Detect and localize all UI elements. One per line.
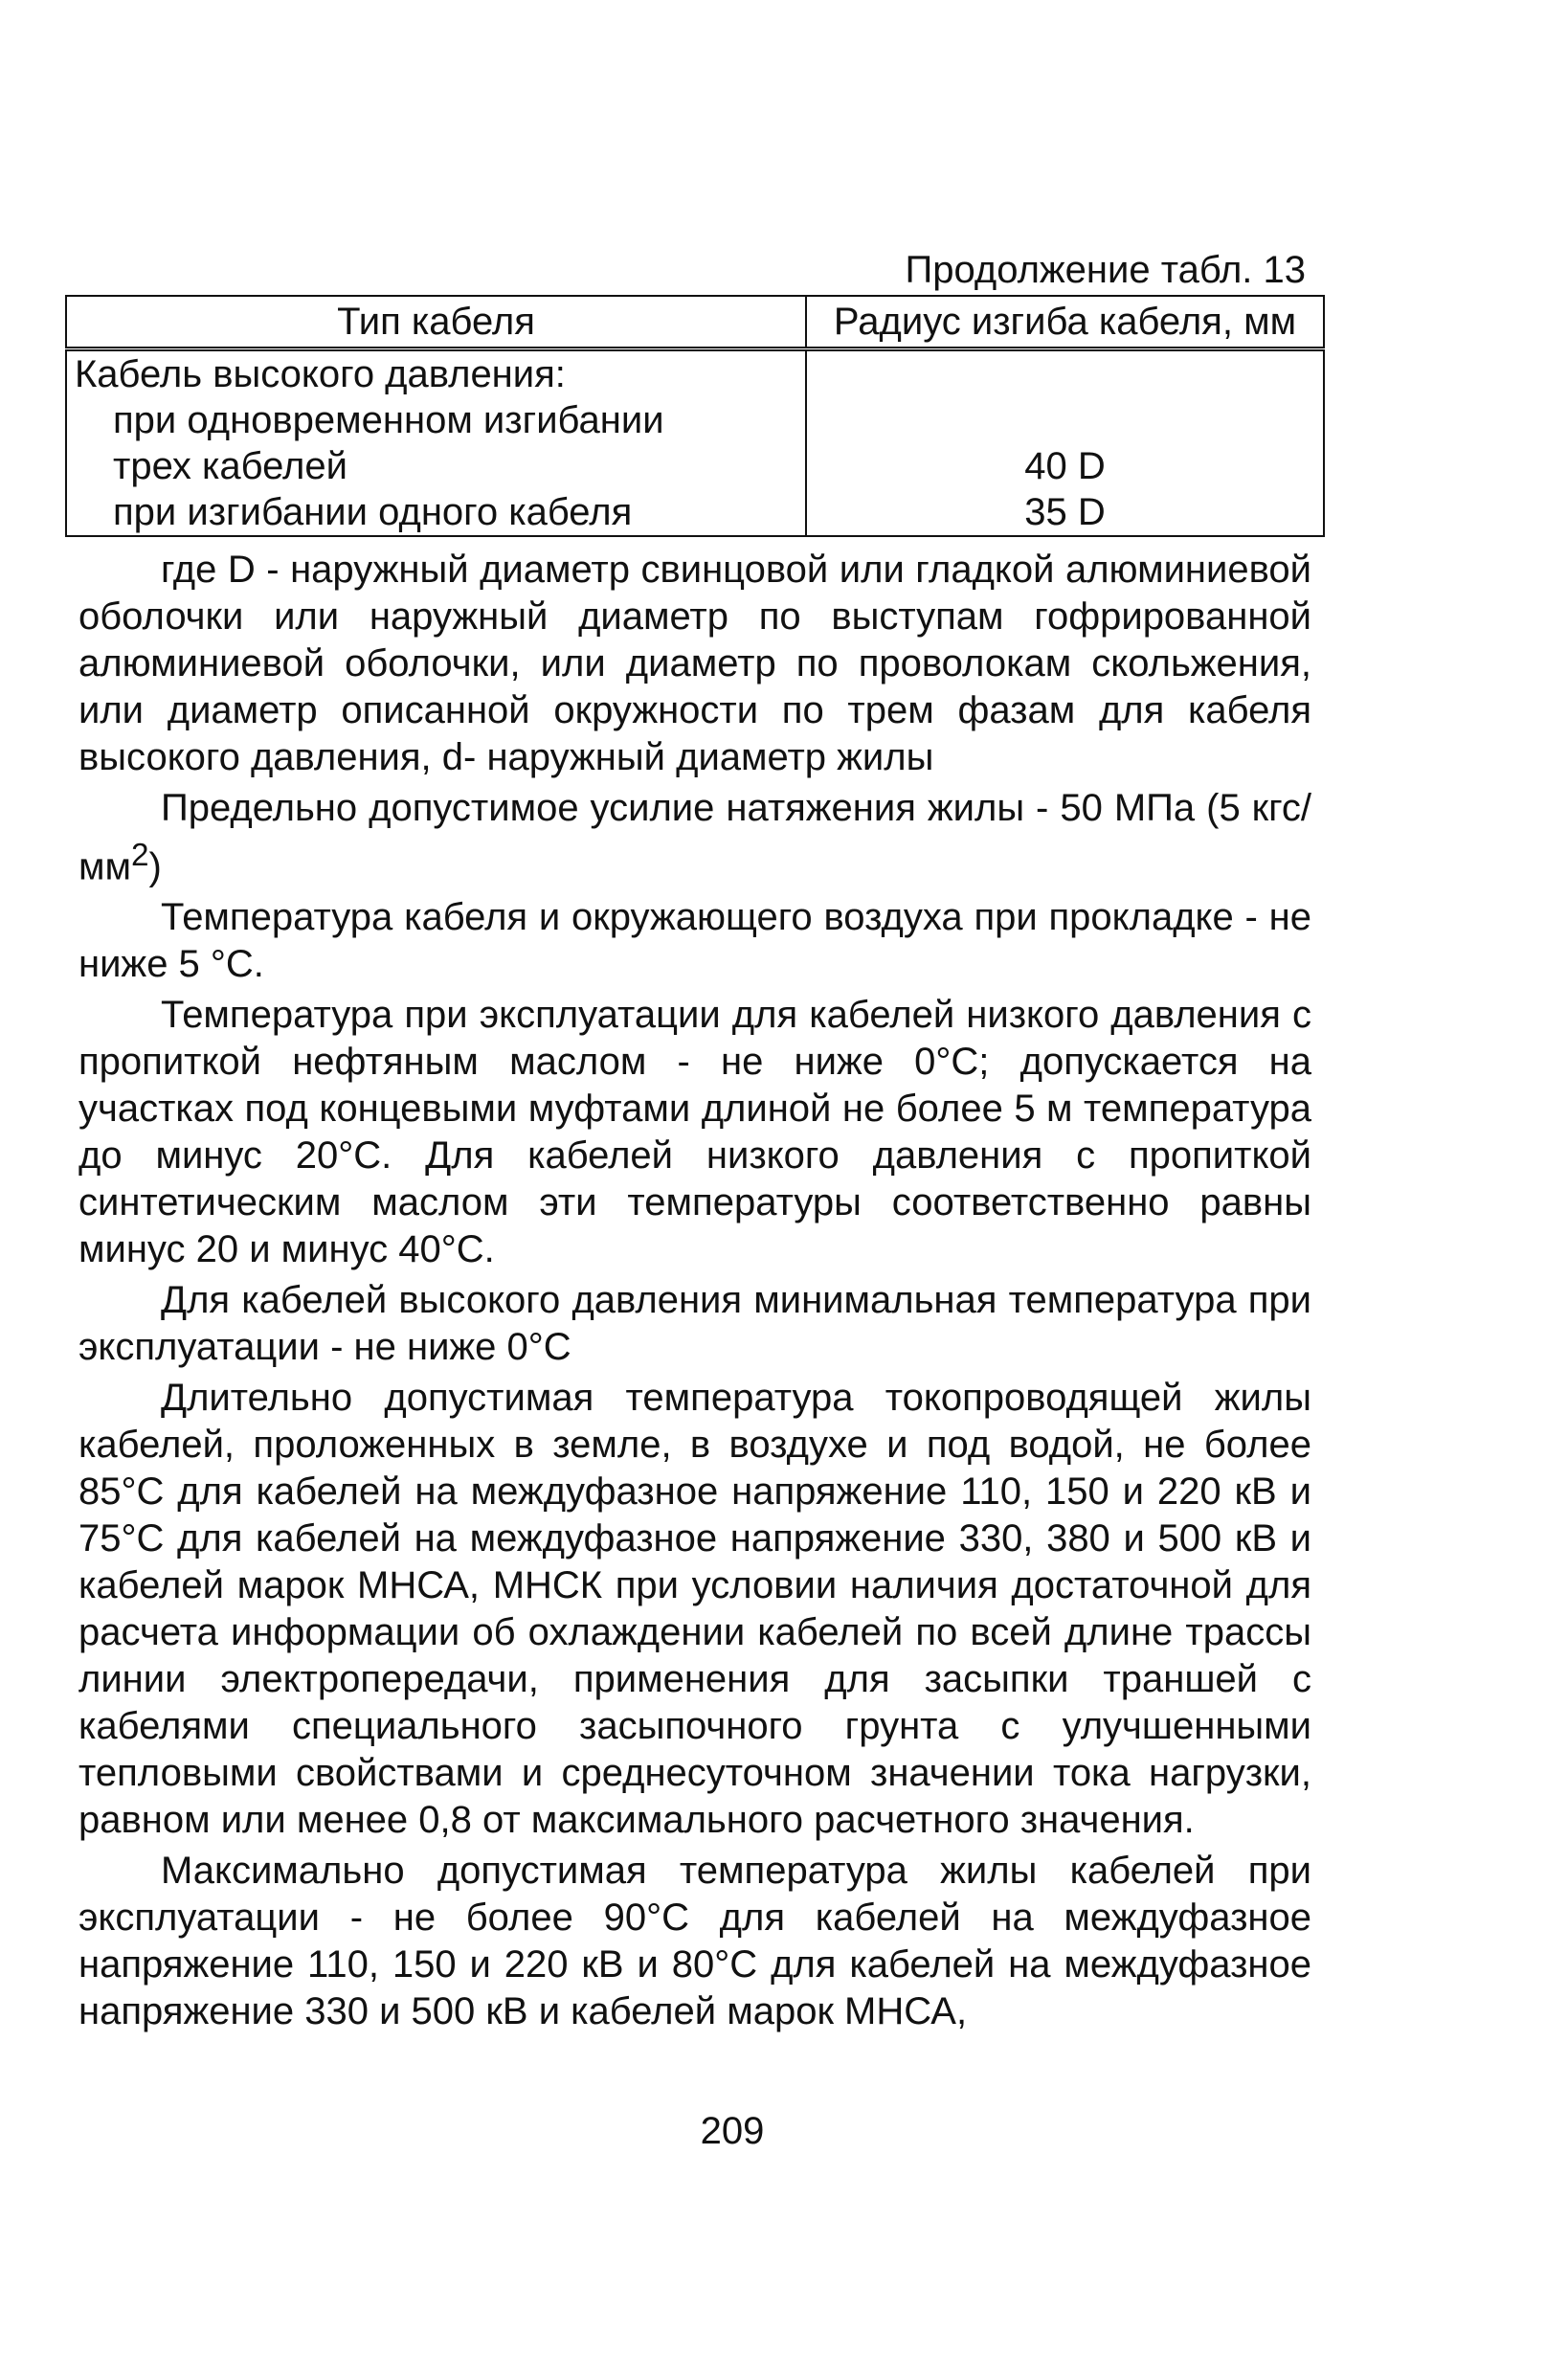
row-label-three-cables-line1: при одновременном изгибании [113, 399, 664, 441]
table-header-row [66, 296, 1324, 349]
row-label-three-cables-line2: трех кабелей [113, 445, 347, 487]
table-row [66, 349, 1324, 537]
paragraph-pulling-force [78, 785, 1311, 890]
table-caption: Продолжение табл. 13 [905, 249, 1306, 291]
paragraph-high-pressure-temperature: Для кабелей высокого давления минимальная температура при эксплуатации - не ниже 0°С [78, 1279, 1311, 1369]
pulling-force-end: ) [148, 845, 162, 888]
page-number: 209 [700, 2110, 765, 2152]
pulling-force-superscript: 2 [131, 838, 149, 873]
paragraph-laying-temperature: Температура кабеля и окружающего воздуха при прокладке - не ниже 5 °С. [78, 896, 1311, 986]
group-title: Кабель высокого давления: [75, 353, 566, 395]
paragraph-low-pressure-temperature: Температура при эксплуатации для кабелей низкого давления с пропиткой нефтяным маслом - не ниже 0°С; допускается на участках под концевыми муфтами длиной не более 5 м температура до минус 20°С. Для кабелей низкого давления с пропиткой синтетическим маслом эти температуры соответственно равны минус 20 и минус 40°С. [78, 994, 1311, 1271]
paragraph-max-temperature: Максимально допустимая температура жилы кабелей при эксплуатации - не более 90°С для кабелей на междуфазное напряжение 110, 150 и 220 кВ и 80°С для кабелей на междуфазное напряжение 330 и 500 кВ и кабелей марок МНСА, [78, 1850, 1311, 2033]
page-content [75, 247, 1311, 2039]
header-bend-radius: Радиус изгиба кабеля, мм [806, 296, 1324, 349]
paragraph-definitions: где D - наружный диаметр свинцовой или гладкой алюминиевой оболочки или наружный диаметр по выступам гофрированной алюминиевой оболочки, или диаметр по проволокам скольжения, или диаметр описанной окружности по трем фазам для кабеля высокого давления, d- наружный диаметр жилы [78, 549, 1311, 778]
pulling-force-text: Предельно допустимое усилие натяжения жилы - 50 МПа (5 кгс/мм [78, 787, 1311, 888]
bend-radius-cell [806, 349, 1324, 537]
cable-bend-radius-table [65, 295, 1325, 537]
radius-three-cables: 40 D [1024, 445, 1106, 487]
radius-one-cable: 35 D [1024, 491, 1106, 533]
row-label-one-cable: при изгибании одного кабеля [113, 491, 633, 533]
cable-type-cell [66, 349, 806, 537]
body-text [78, 547, 1311, 2035]
paragraph-continuous-temperature: Длительно допустимая температура токопроводящей жилы кабелей, проложенных в земле, в воздухе и под водой, не более 85°С для кабелей на междуфазное напряжение 110, 150 и 220 кВ и 75°С для кабелей на междуфазное напряжение 330, 380 и 500 кВ и кабелей марок МНСА, МНСК при условии наличия достаточной для расчета информации об охлаждении кабелей по всей длине трассы линии электропередачи, применения для засыпки траншей с кабелями специального засыпочного грунта с улучшенными тепловыми свойствами и среднесуточном значении тока нагрузки, равном или менее 0,8 от максимального расчетного значения. [78, 1377, 1311, 1842]
header-cable-type: Тип кабеля [66, 296, 806, 349]
